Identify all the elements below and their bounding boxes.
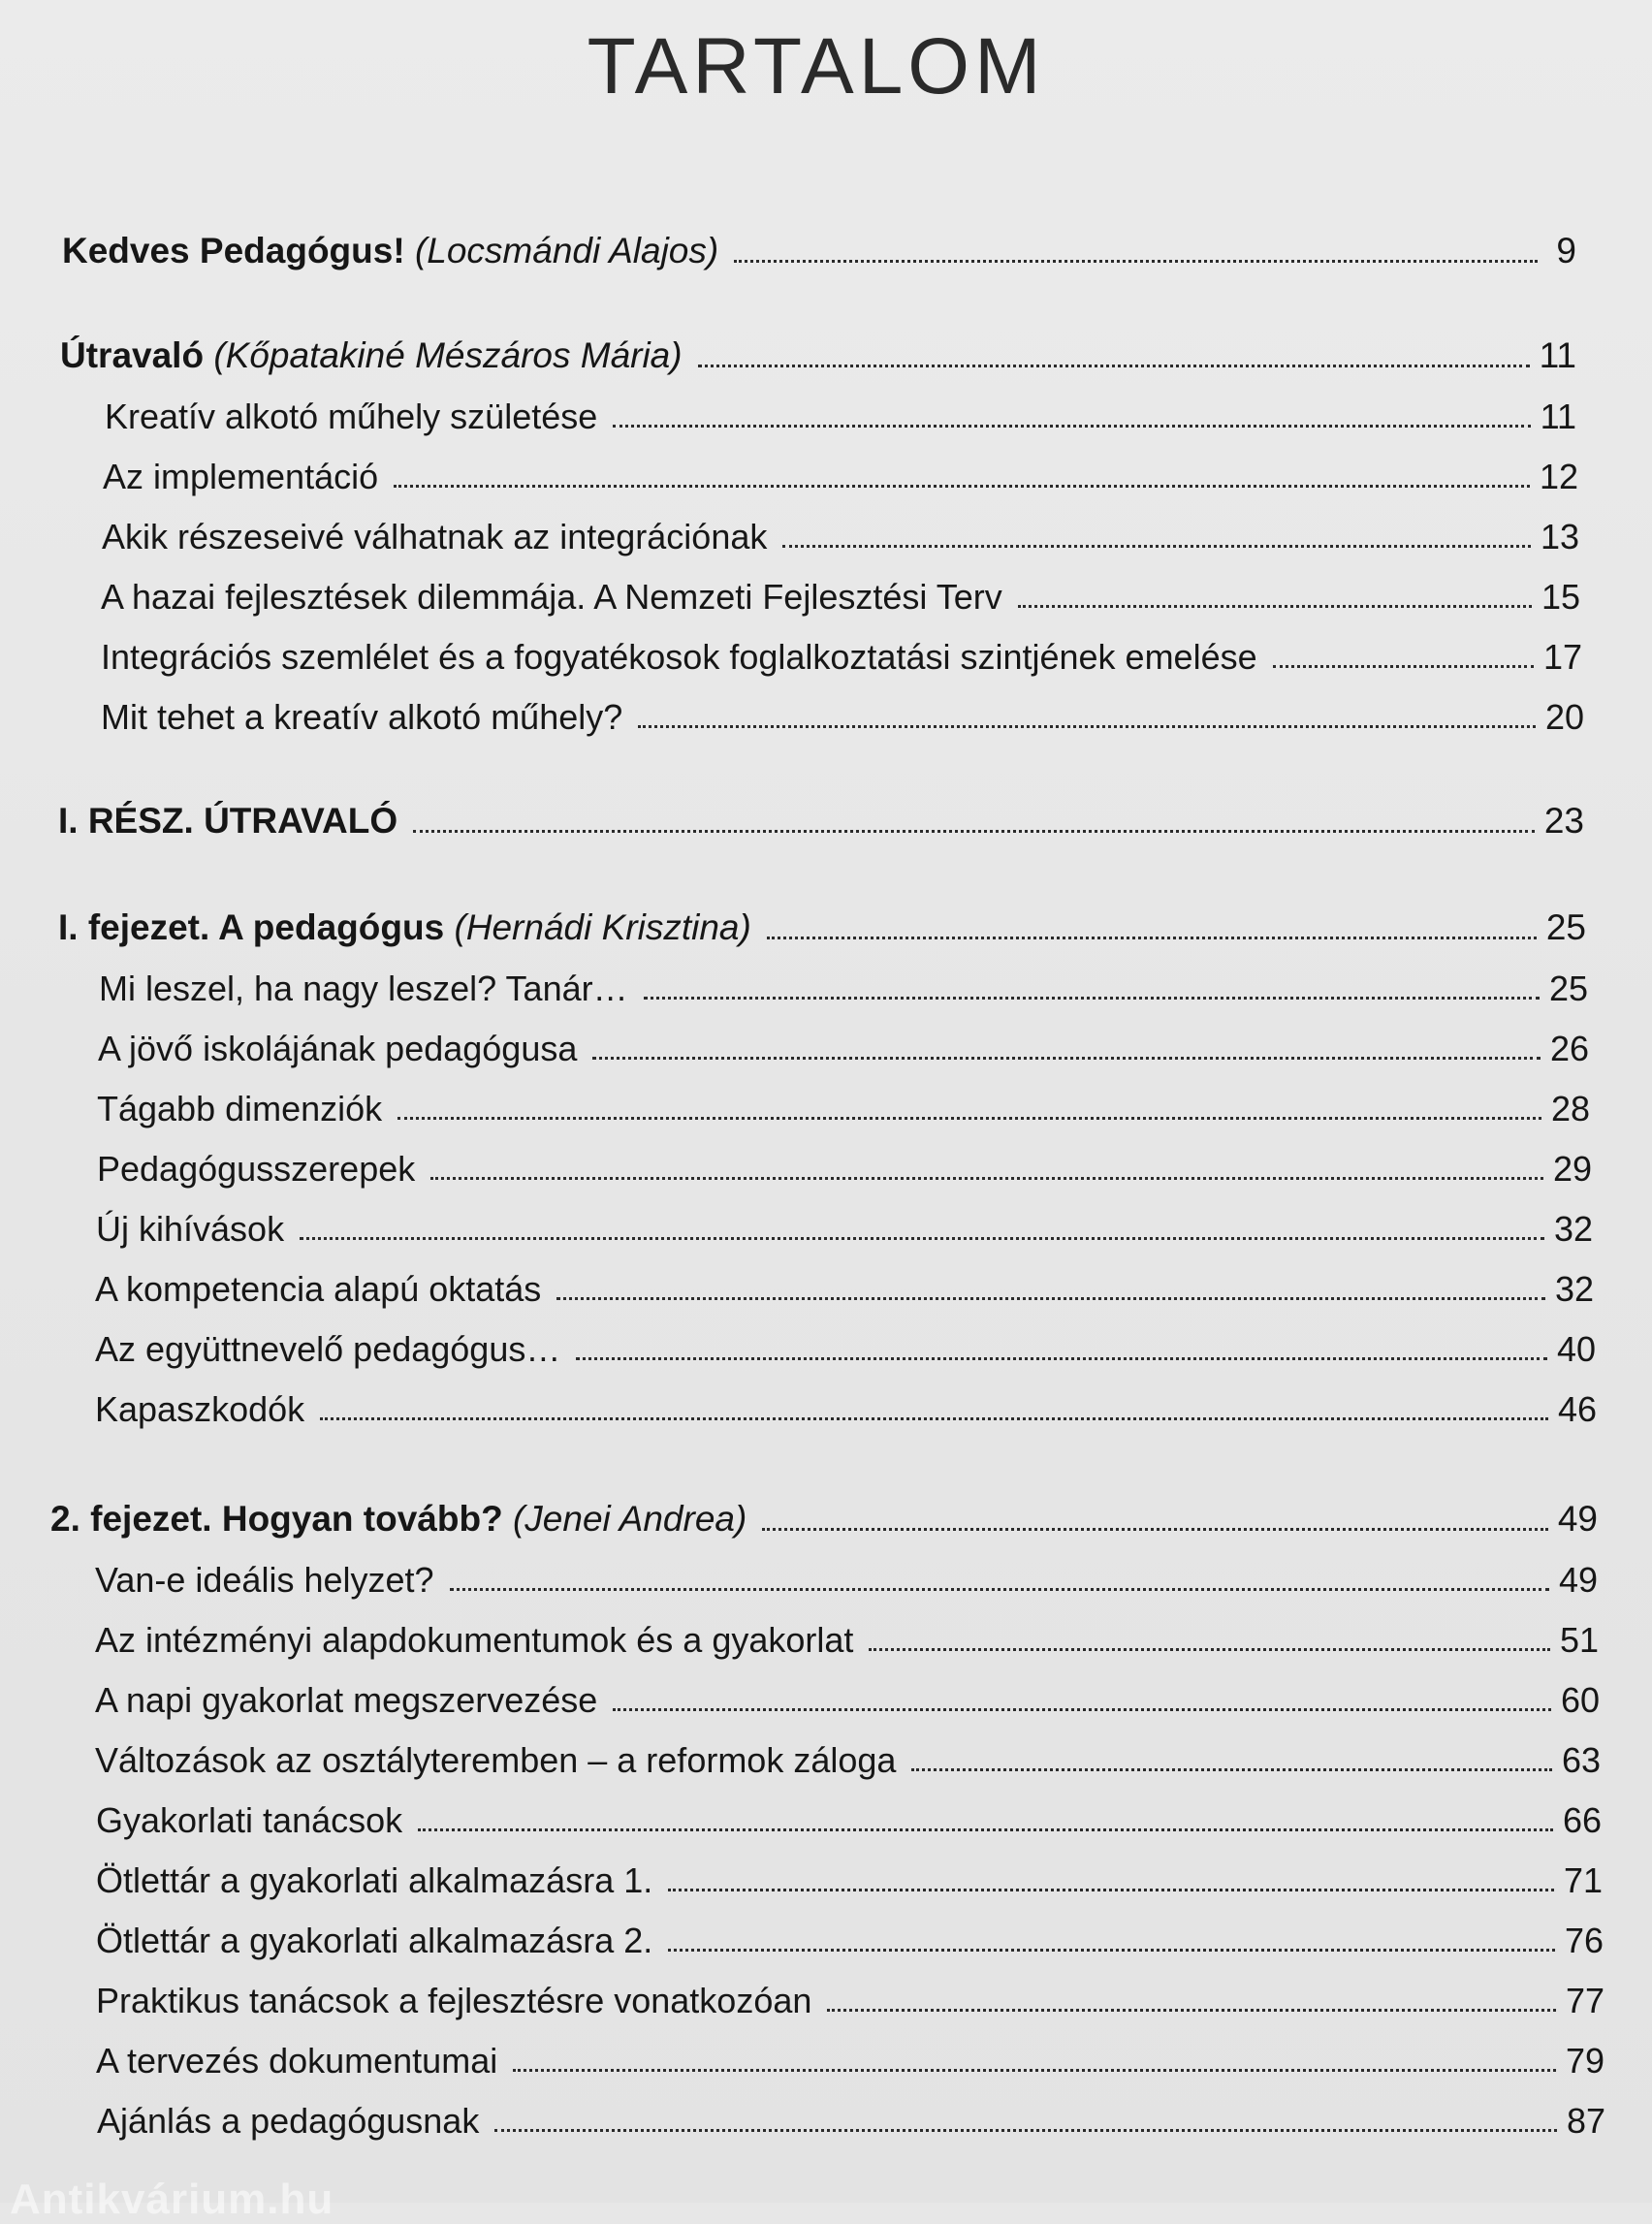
toc-subentry bbox=[96, 1972, 1604, 2020]
toc-entry-label: Pedagógusszerepek bbox=[97, 1149, 416, 1190]
toc-page-number: 60 bbox=[1560, 1680, 1600, 1721]
dot-leader bbox=[911, 1768, 1552, 1771]
toc-entry-label: Kedves Pedagógus! (Locsmándi Alajos) bbox=[62, 231, 719, 271]
toc-page-number: 71 bbox=[1563, 1860, 1603, 1901]
toc-page-number: 66 bbox=[1562, 1800, 1602, 1841]
dot-leader bbox=[613, 425, 1530, 428]
toc-subentry bbox=[96, 1792, 1602, 1840]
toc-entry-label: A kompetencia alapú oktatás bbox=[95, 1269, 542, 1310]
toc-subentry bbox=[95, 1551, 1598, 1600]
toc-entry-label: A tervezés dokumentumai bbox=[96, 2041, 498, 2081]
dot-leader bbox=[513, 2069, 1556, 2072]
toc-page-number: 32 bbox=[1553, 1209, 1593, 1250]
toc-subentry bbox=[105, 388, 1576, 436]
toc-entry-label: Tágabb dimenziók bbox=[97, 1089, 383, 1129]
dot-leader bbox=[1273, 665, 1534, 668]
toc-entry-label: Ötlettár a gyakorlati alkalmazásra 2. bbox=[96, 1921, 653, 1961]
toc-entry-kedves-pedagogus bbox=[62, 223, 1576, 271]
toc-entry-label: A napi gyakorlat megszervezése bbox=[95, 1680, 598, 1721]
dot-leader bbox=[576, 1357, 1547, 1360]
toc-entry-label: A jövő iskolájának pedagógusa bbox=[98, 1029, 578, 1069]
dot-leader bbox=[413, 830, 1535, 833]
dot-leader bbox=[698, 365, 1530, 367]
dot-leader bbox=[734, 260, 1538, 263]
toc-subentry bbox=[102, 508, 1579, 556]
toc-page-number: 25 bbox=[1548, 969, 1588, 1009]
toc-subentry bbox=[97, 1080, 1590, 1128]
dot-leader bbox=[300, 1237, 1544, 1240]
toc-entry-label: Akik részeseivé válhatnak az integrációnak bbox=[102, 517, 768, 557]
dot-leader bbox=[592, 1057, 1541, 1060]
dot-leader bbox=[644, 997, 1540, 1000]
toc-entry-label: Mi leszel, ha nagy leszel? Tanár… bbox=[99, 969, 628, 1009]
toc-entry-utravalo bbox=[60, 328, 1576, 376]
dot-leader bbox=[767, 937, 1537, 939]
toc-page-number: 28 bbox=[1550, 1089, 1590, 1129]
toc-page-number: 11 bbox=[1539, 335, 1576, 376]
toc-entry-part-1 bbox=[58, 793, 1584, 842]
toc-entry-label: I. RÉSZ. ÚTRAVALÓ bbox=[58, 801, 398, 842]
toc-subentry bbox=[95, 1611, 1599, 1660]
toc-page-number: 23 bbox=[1543, 801, 1584, 842]
page-title: TARTALOM bbox=[587, 22, 1046, 111]
dot-leader bbox=[613, 1708, 1551, 1711]
toc-subentry bbox=[99, 960, 1588, 1008]
toc-subentry bbox=[97, 1140, 1592, 1189]
toc-subentry bbox=[101, 688, 1584, 737]
toc-entry-label: Útravaló (Kőpatakiné Mészáros Mária) bbox=[60, 335, 683, 376]
toc-entry-label: Gyakorlati tanácsok bbox=[96, 1800, 403, 1841]
dot-leader bbox=[762, 1528, 1548, 1531]
toc-entry-label: Mit tehet a kreatív alkotó műhely? bbox=[101, 697, 623, 738]
toc-page-number: 76 bbox=[1564, 1921, 1604, 1961]
dot-leader bbox=[394, 485, 1530, 488]
toc-subentry bbox=[103, 448, 1578, 496]
dot-leader bbox=[668, 1949, 1555, 1952]
toc-entry-label: Változások az osztályteremben – a reformok záloga bbox=[95, 1740, 897, 1781]
toc-entry-label: A hazai fejlesztések dilemmája. A Nemzeti Fejlesztési Terv bbox=[101, 577, 1002, 618]
toc-subentry bbox=[101, 568, 1580, 617]
toc-page-number: 63 bbox=[1561, 1740, 1601, 1781]
toc-subentry bbox=[96, 1912, 1604, 1960]
toc-page-number: 9 bbox=[1556, 231, 1576, 271]
toc-subentry bbox=[96, 2032, 1604, 2081]
toc-subentry bbox=[95, 1381, 1597, 1429]
toc-page-number: 17 bbox=[1542, 637, 1582, 678]
toc-entry-label: Kapaszkodók bbox=[95, 1389, 305, 1430]
toc-entry-label: Az implementáció bbox=[103, 457, 379, 497]
toc-subentry bbox=[95, 1732, 1601, 1780]
toc-entry-label: Az intézményi alapdokumentumok és a gyakorlat bbox=[95, 1620, 854, 1661]
dot-leader bbox=[1018, 605, 1532, 608]
dot-leader bbox=[320, 1417, 1548, 1420]
toc-page-number: 20 bbox=[1544, 697, 1584, 738]
toc-entry-label: 2. fejezet. Hogyan tovább? (Jenei Andrea) bbox=[50, 1499, 747, 1540]
toc-page-number: 26 bbox=[1549, 1029, 1589, 1069]
toc-entry-label: Praktikus tanácsok a fejlesztésre vonatkozóan bbox=[96, 1981, 812, 2021]
toc-subentry bbox=[95, 1320, 1596, 1369]
toc-entry-chapter-2 bbox=[50, 1491, 1598, 1540]
toc-entry-label: Ajánlás a pedagógusnak bbox=[97, 2101, 480, 2142]
toc-subentry bbox=[96, 1200, 1593, 1249]
toc-page-number: 51 bbox=[1559, 1620, 1599, 1661]
dot-leader bbox=[827, 2009, 1556, 2012]
toc-page-number: 87 bbox=[1566, 2101, 1605, 2142]
dot-leader bbox=[418, 1828, 1553, 1831]
toc-subentry bbox=[97, 2092, 1605, 2141]
toc-entry-label: Kreatív alkotó műhely születése bbox=[105, 397, 598, 437]
toc-page-number: 40 bbox=[1556, 1329, 1596, 1370]
toc-page-number: 79 bbox=[1565, 2041, 1604, 2081]
dot-leader bbox=[638, 725, 1536, 728]
toc-entry-label: Van-e ideális helyzet? bbox=[95, 1560, 434, 1601]
toc-page-number: 11 bbox=[1540, 397, 1576, 437]
dot-leader bbox=[782, 545, 1531, 548]
toc-entry-label: Integrációs szemlélet és a fogyatékosok foglalkoztatási szintjének emelése bbox=[101, 637, 1257, 678]
toc-entry-label: I. fejezet. A pedagógus (Hernádi Krisztina) bbox=[58, 907, 751, 948]
toc-subentry bbox=[95, 1671, 1600, 1720]
toc-subentry bbox=[98, 1020, 1589, 1068]
dot-leader bbox=[450, 1588, 1549, 1591]
toc-page-number: 46 bbox=[1557, 1389, 1597, 1430]
dot-leader bbox=[494, 2129, 1557, 2132]
dot-leader bbox=[556, 1297, 1545, 1300]
toc-page-number: 49 bbox=[1558, 1560, 1598, 1601]
toc-subentry bbox=[96, 1852, 1603, 1900]
dot-leader bbox=[397, 1117, 1541, 1120]
toc-page-number: 77 bbox=[1565, 1981, 1604, 2021]
toc-page-number: 15 bbox=[1541, 577, 1580, 618]
toc-entry-label: Új kihívások bbox=[96, 1209, 285, 1250]
toc-entry-chapter-1 bbox=[58, 900, 1586, 948]
watermark-text: Antikvárium.hu bbox=[10, 2176, 334, 2223]
toc-page-number: 32 bbox=[1554, 1269, 1594, 1310]
dot-leader bbox=[869, 1648, 1550, 1651]
toc-subentry bbox=[101, 628, 1582, 677]
toc-entry-label: Ötlettár a gyakorlati alkalmazásra 1. bbox=[96, 1860, 653, 1901]
toc-page-number: 12 bbox=[1539, 457, 1578, 497]
dot-leader bbox=[430, 1177, 1543, 1180]
toc-page-number: 25 bbox=[1545, 907, 1586, 948]
toc-page-number: 13 bbox=[1540, 517, 1579, 557]
toc-page-number: 29 bbox=[1552, 1149, 1592, 1190]
toc-page-number: 49 bbox=[1557, 1499, 1598, 1540]
dot-leader bbox=[668, 1889, 1554, 1891]
toc-subentry bbox=[95, 1260, 1594, 1309]
toc-entry-label: Az együttnevelő pedagógus… bbox=[95, 1329, 561, 1370]
